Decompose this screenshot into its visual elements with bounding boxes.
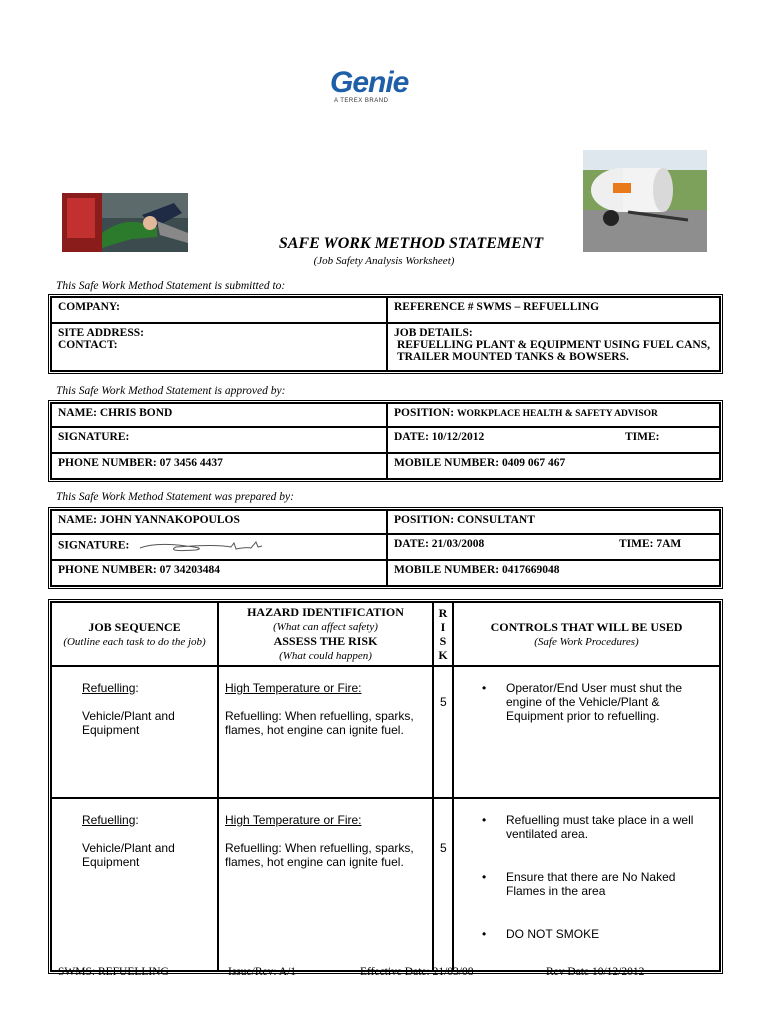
job-details-text: REFUELLING PLANT & EQUIPMENT USING FUEL CANS, TRAILER MOUNTED TANKS & BOWSERS. bbox=[397, 339, 710, 363]
contact-label: CONTACT: bbox=[58, 339, 118, 351]
footer-rev-date: Rev Date 10/12/2012 bbox=[546, 966, 645, 978]
document-subtitle: (Job Safety Analysis Worksheet) bbox=[313, 255, 455, 267]
job-sequence-header bbox=[51, 602, 218, 666]
list-item: • DO NOT SMOKE bbox=[506, 927, 713, 941]
risk-cell: 5 bbox=[433, 798, 453, 971]
risk-letter: I bbox=[440, 620, 446, 634]
hazard-header bbox=[218, 602, 433, 666]
task-colon: : bbox=[135, 813, 139, 827]
task-name: Refuelling bbox=[82, 813, 136, 827]
controls-header bbox=[453, 602, 720, 666]
hazard-cell bbox=[218, 666, 433, 798]
approved-intro: This Safe Work Method Statement is approved by: bbox=[56, 385, 286, 397]
task-detail: Vehicle/Plant and Equipment bbox=[82, 709, 175, 737]
preparer-phone: PHONE NUMBER: 07 34203484 bbox=[51, 560, 387, 586]
list-item: • Operator/End User must shut the engine of the Vehicle/Plant & Equipment prior to refuelling. bbox=[506, 681, 713, 723]
controls-list bbox=[454, 813, 713, 941]
list-item: • Refuelling must take place in a well ventilated area. bbox=[506, 813, 713, 841]
assess-risk-title: ASSESS THE RISK bbox=[273, 634, 378, 648]
hazard-cell bbox=[218, 798, 433, 971]
risk-letter: S bbox=[439, 634, 447, 648]
logo-brand: Genie bbox=[330, 66, 409, 99]
controls-cell bbox=[453, 798, 720, 971]
reference-number: REFERENCE # SWMS – REFUELLING bbox=[387, 297, 720, 323]
table-row bbox=[51, 798, 720, 971]
approver-date: DATE: 10/12/2012 bbox=[394, 431, 485, 443]
preparer-mobile: MOBILE NUMBER: 0417669048 bbox=[387, 560, 720, 586]
site-contact-cell bbox=[51, 323, 387, 371]
table-row bbox=[51, 666, 720, 798]
approver-phone: PHONE NUMBER: 07 3456 4437 bbox=[51, 453, 387, 479]
approver-mobile: MOBILE NUMBER: 0409 067 467 bbox=[387, 453, 720, 479]
task-colon: : bbox=[135, 681, 139, 695]
risk-cell: 5 bbox=[433, 666, 453, 798]
document-title: SAFE WORK METHOD STATEMENT bbox=[278, 235, 544, 252]
job-details-label: JOB DETAILS: bbox=[394, 327, 473, 339]
job-sequence-subtitle: (Outline each task to do the job) bbox=[63, 635, 206, 648]
logo-tagline: A TEREX BRAND bbox=[334, 98, 389, 104]
assess-risk-subtitle: (What could happen) bbox=[279, 650, 372, 662]
company-label: COMPANY: bbox=[51, 297, 387, 323]
hazard-detail: Refuelling: When refuelling, sparks, flames, hot engine can ignite fuel. bbox=[225, 841, 414, 869]
prepared-table bbox=[48, 507, 723, 589]
risk-letter: K bbox=[438, 648, 448, 662]
prepared-intro: This Safe Work Method Statement was prepared by: bbox=[56, 491, 294, 503]
job-details-cell bbox=[387, 323, 720, 371]
footer-doc: SWMS: REFUELLING bbox=[58, 966, 169, 978]
submitted-table bbox=[48, 294, 723, 374]
task-detail: Vehicle/Plant and Equipment bbox=[82, 841, 175, 869]
footer-effective-date: Effective Date: 21/03/08 bbox=[360, 966, 474, 978]
controls-list bbox=[454, 681, 713, 723]
controls-title: CONTROLS THAT WILL BE USED bbox=[490, 619, 683, 634]
preparer-position: POSITION: CONSULTANT bbox=[387, 510, 720, 534]
position-label: POSITION: bbox=[394, 407, 455, 419]
genie-logo bbox=[330, 68, 440, 104]
controls-cell bbox=[453, 666, 720, 798]
hazard-name: High Temperature or Fire: bbox=[225, 813, 362, 827]
preparer-signature-label: SIGNATURE: bbox=[58, 539, 130, 552]
preparer-date-time bbox=[387, 534, 720, 560]
hazard-subtitle: (What can affect safety) bbox=[273, 621, 378, 633]
list-item: • Ensure that there are No Naked Flames in the area bbox=[506, 870, 713, 898]
approver-name: NAME: CHRIS BOND bbox=[51, 403, 387, 427]
table-header-row bbox=[51, 602, 720, 666]
preparer-signature-cell bbox=[51, 534, 387, 560]
job-safety-table bbox=[48, 599, 723, 974]
risk-header bbox=[433, 602, 453, 666]
hazard-detail: Refuelling: When refuelling, sparks, flames, hot engine can ignite fuel. bbox=[225, 709, 414, 737]
preparer-time: TIME: 7AM bbox=[619, 538, 682, 550]
handwritten-signature bbox=[136, 538, 276, 554]
task-cell bbox=[51, 666, 218, 798]
controls-subtitle: (Safe Work Procedures) bbox=[534, 635, 639, 648]
position-value: WORKPLACE HEALTH & SAFETY ADVISOR bbox=[456, 409, 658, 419]
approver-time: TIME: bbox=[625, 431, 660, 443]
hazard-name: High Temperature or Fire: bbox=[225, 681, 362, 695]
approver-signature-label: SIGNATURE: bbox=[51, 427, 387, 453]
approver-date-time bbox=[387, 427, 720, 453]
footer-issue: Issue/Rev: A/1 bbox=[228, 966, 297, 978]
hazard-title: HAZARD IDENTIFICATION bbox=[247, 605, 404, 619]
risk-letter: R bbox=[438, 606, 448, 620]
approver-position bbox=[387, 403, 720, 427]
submitted-intro: This Safe Work Method Statement is submitted to: bbox=[56, 280, 286, 292]
site-address-label: SITE ADDRESS: bbox=[58, 327, 144, 339]
task-name: Refuelling bbox=[82, 681, 136, 695]
approved-table bbox=[48, 400, 723, 482]
task-cell bbox=[51, 798, 218, 971]
preparer-name: NAME: JOHN YANNAKOPOULOS bbox=[51, 510, 387, 534]
preparer-date: DATE: 21/03/2008 bbox=[394, 538, 485, 550]
job-sequence-title: JOB SEQUENCE bbox=[88, 619, 181, 634]
